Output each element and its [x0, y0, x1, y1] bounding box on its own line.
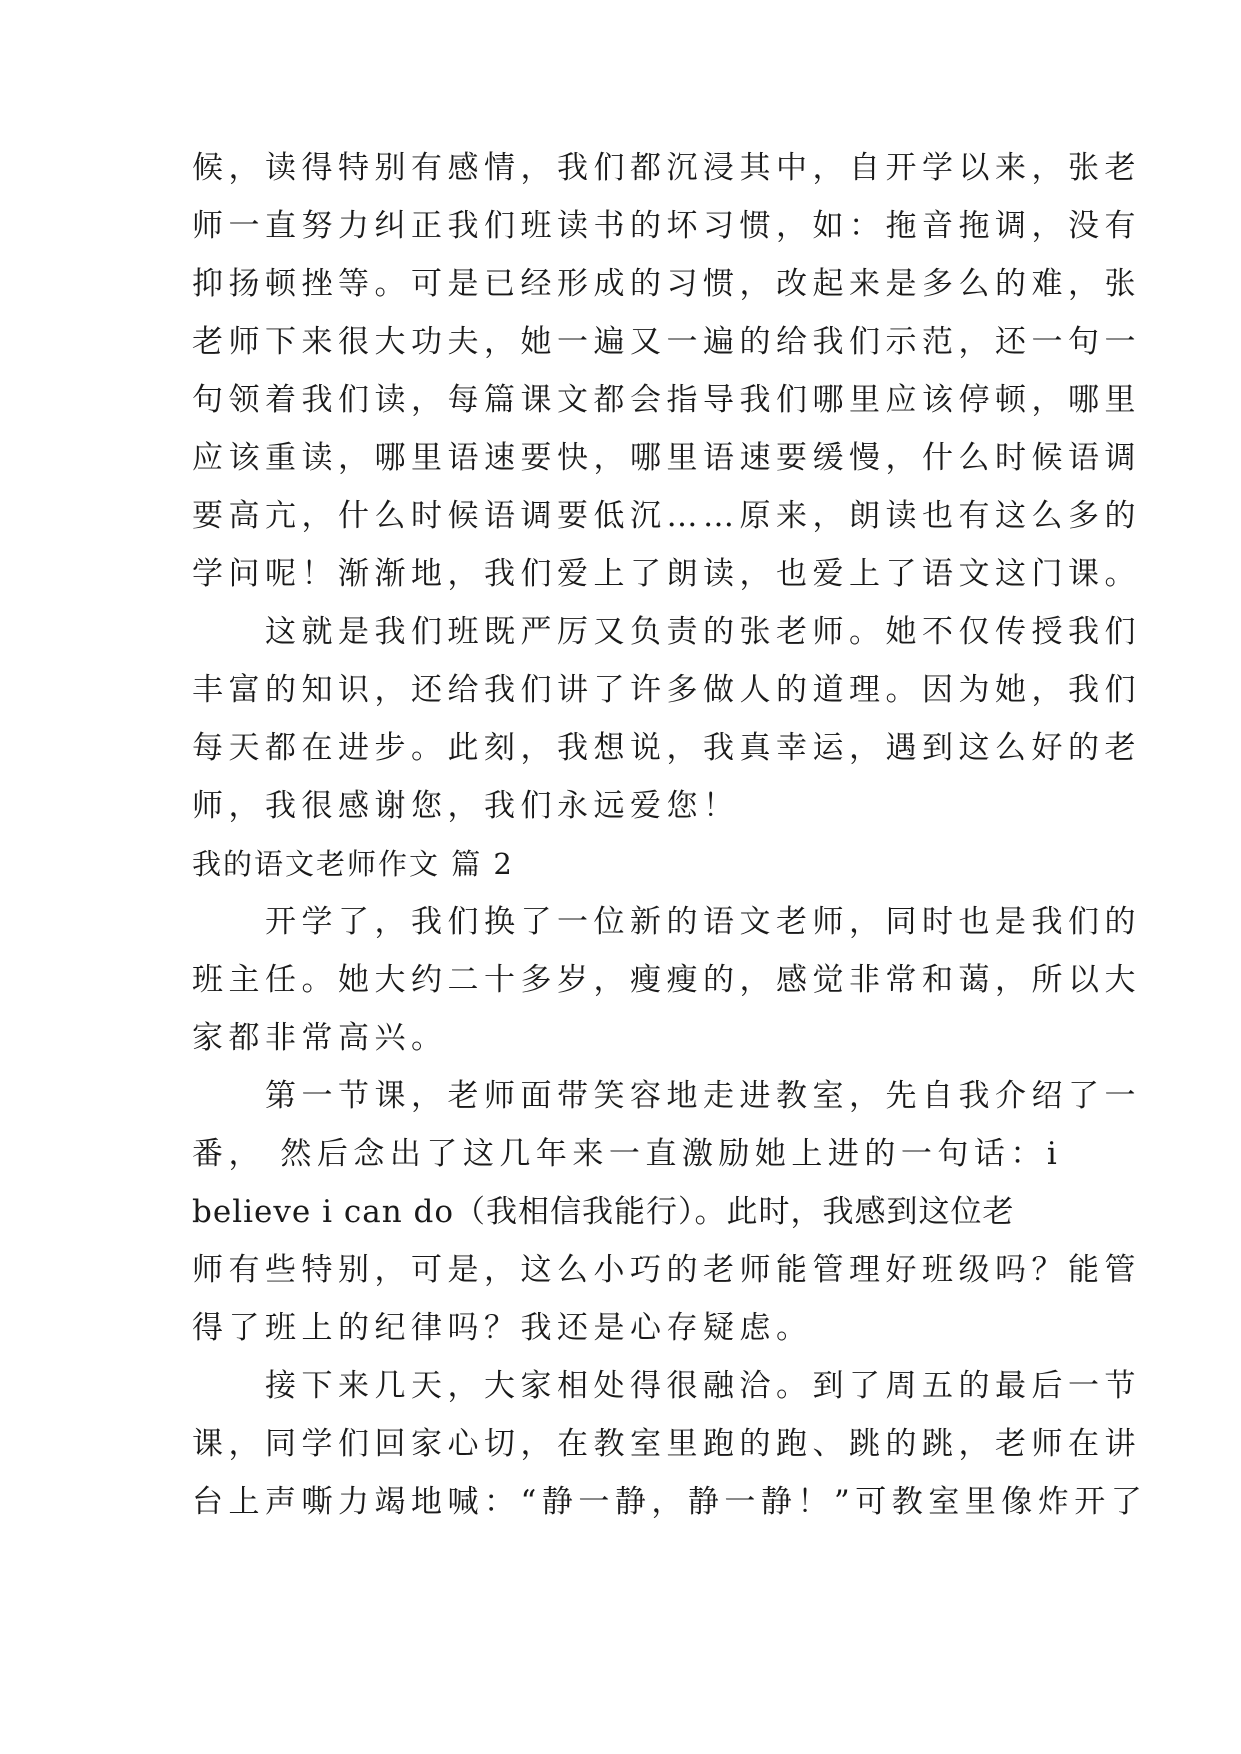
- text-line: 课，同学们回家心切，在教室里跑的跑、跳的跳，老师在讲: [192, 1426, 1141, 1462]
- text-line: 番， 然后念出了这几年来一直激励她上进的一句话：i: [192, 1136, 1063, 1172]
- text-line: 开学了，我们换了一位新的语文老师，同时也是我们的: [192, 904, 1141, 940]
- text-line: 老师下来很大功夫，她一遍又一遍的给我们示范，还一句一: [192, 324, 1141, 360]
- text-line: 这就是我们班既严厉又负责的张老师。她不仅传授我们: [192, 614, 1141, 650]
- text-line: 接下来几天，大家相处得很融洽。到了周五的最后一节: [192, 1368, 1141, 1404]
- text-line: 句领着我们读，每篇课文都会指导我们哪里应该停顿，哪里: [192, 382, 1141, 418]
- text-line: 学问呢！渐渐地，我们爱上了朗读，也爱上了语文这门课。: [192, 556, 1141, 592]
- text-line: 要高亢，什么时候语调要低沉……原来，朗读也有这么多的: [192, 498, 1141, 534]
- text-line: 师有些特别，可是，这么小巧的老师能管理好班级吗？能管: [192, 1252, 1141, 1288]
- text-line: 应该重读，哪里语速要快，哪里语速要缓慢，什么时候语调: [192, 440, 1141, 476]
- text-line: 第一节课，老师面带笑容地走进教室，先自我介绍了一: [192, 1078, 1141, 1114]
- text-line: 师一直努力纠正我们班读书的坏习惯，如：拖音拖调，没有: [192, 208, 1141, 244]
- text-line: 得了班上的纪律吗？我还是心存疑虑。: [192, 1310, 813, 1346]
- text-line: 班主任。她大约二十多岁，瘦瘦的，感觉非常和蔼，所以大: [192, 962, 1141, 998]
- text-line: believe i can do（我相信我能行）。此时，我感到这位老: [192, 1194, 1015, 1230]
- section-heading: 我的语文老师作文 篇 2: [192, 847, 514, 881]
- text-line: 每天都在进步。此刻，我想说，我真幸运，遇到这么好的老: [192, 730, 1141, 766]
- text-line: 候，读得特别有感情，我们都沉浸其中，自开学以来，张老: [192, 150, 1141, 186]
- text-line: 台上声嘶力竭地喊：“静一静，静一静！”可教室里像炸开了: [192, 1484, 1148, 1520]
- text-line: 丰富的知识，还给我们讲了许多做人的道理。因为她，我们: [192, 672, 1141, 708]
- text-line: 师，我很感谢您，我们永远爱您！: [192, 788, 740, 824]
- text-line: 抑扬顿挫等。可是已经形成的习惯，改起来是多么的难，张: [192, 266, 1141, 302]
- text-line: 家都非常高兴。: [192, 1020, 448, 1056]
